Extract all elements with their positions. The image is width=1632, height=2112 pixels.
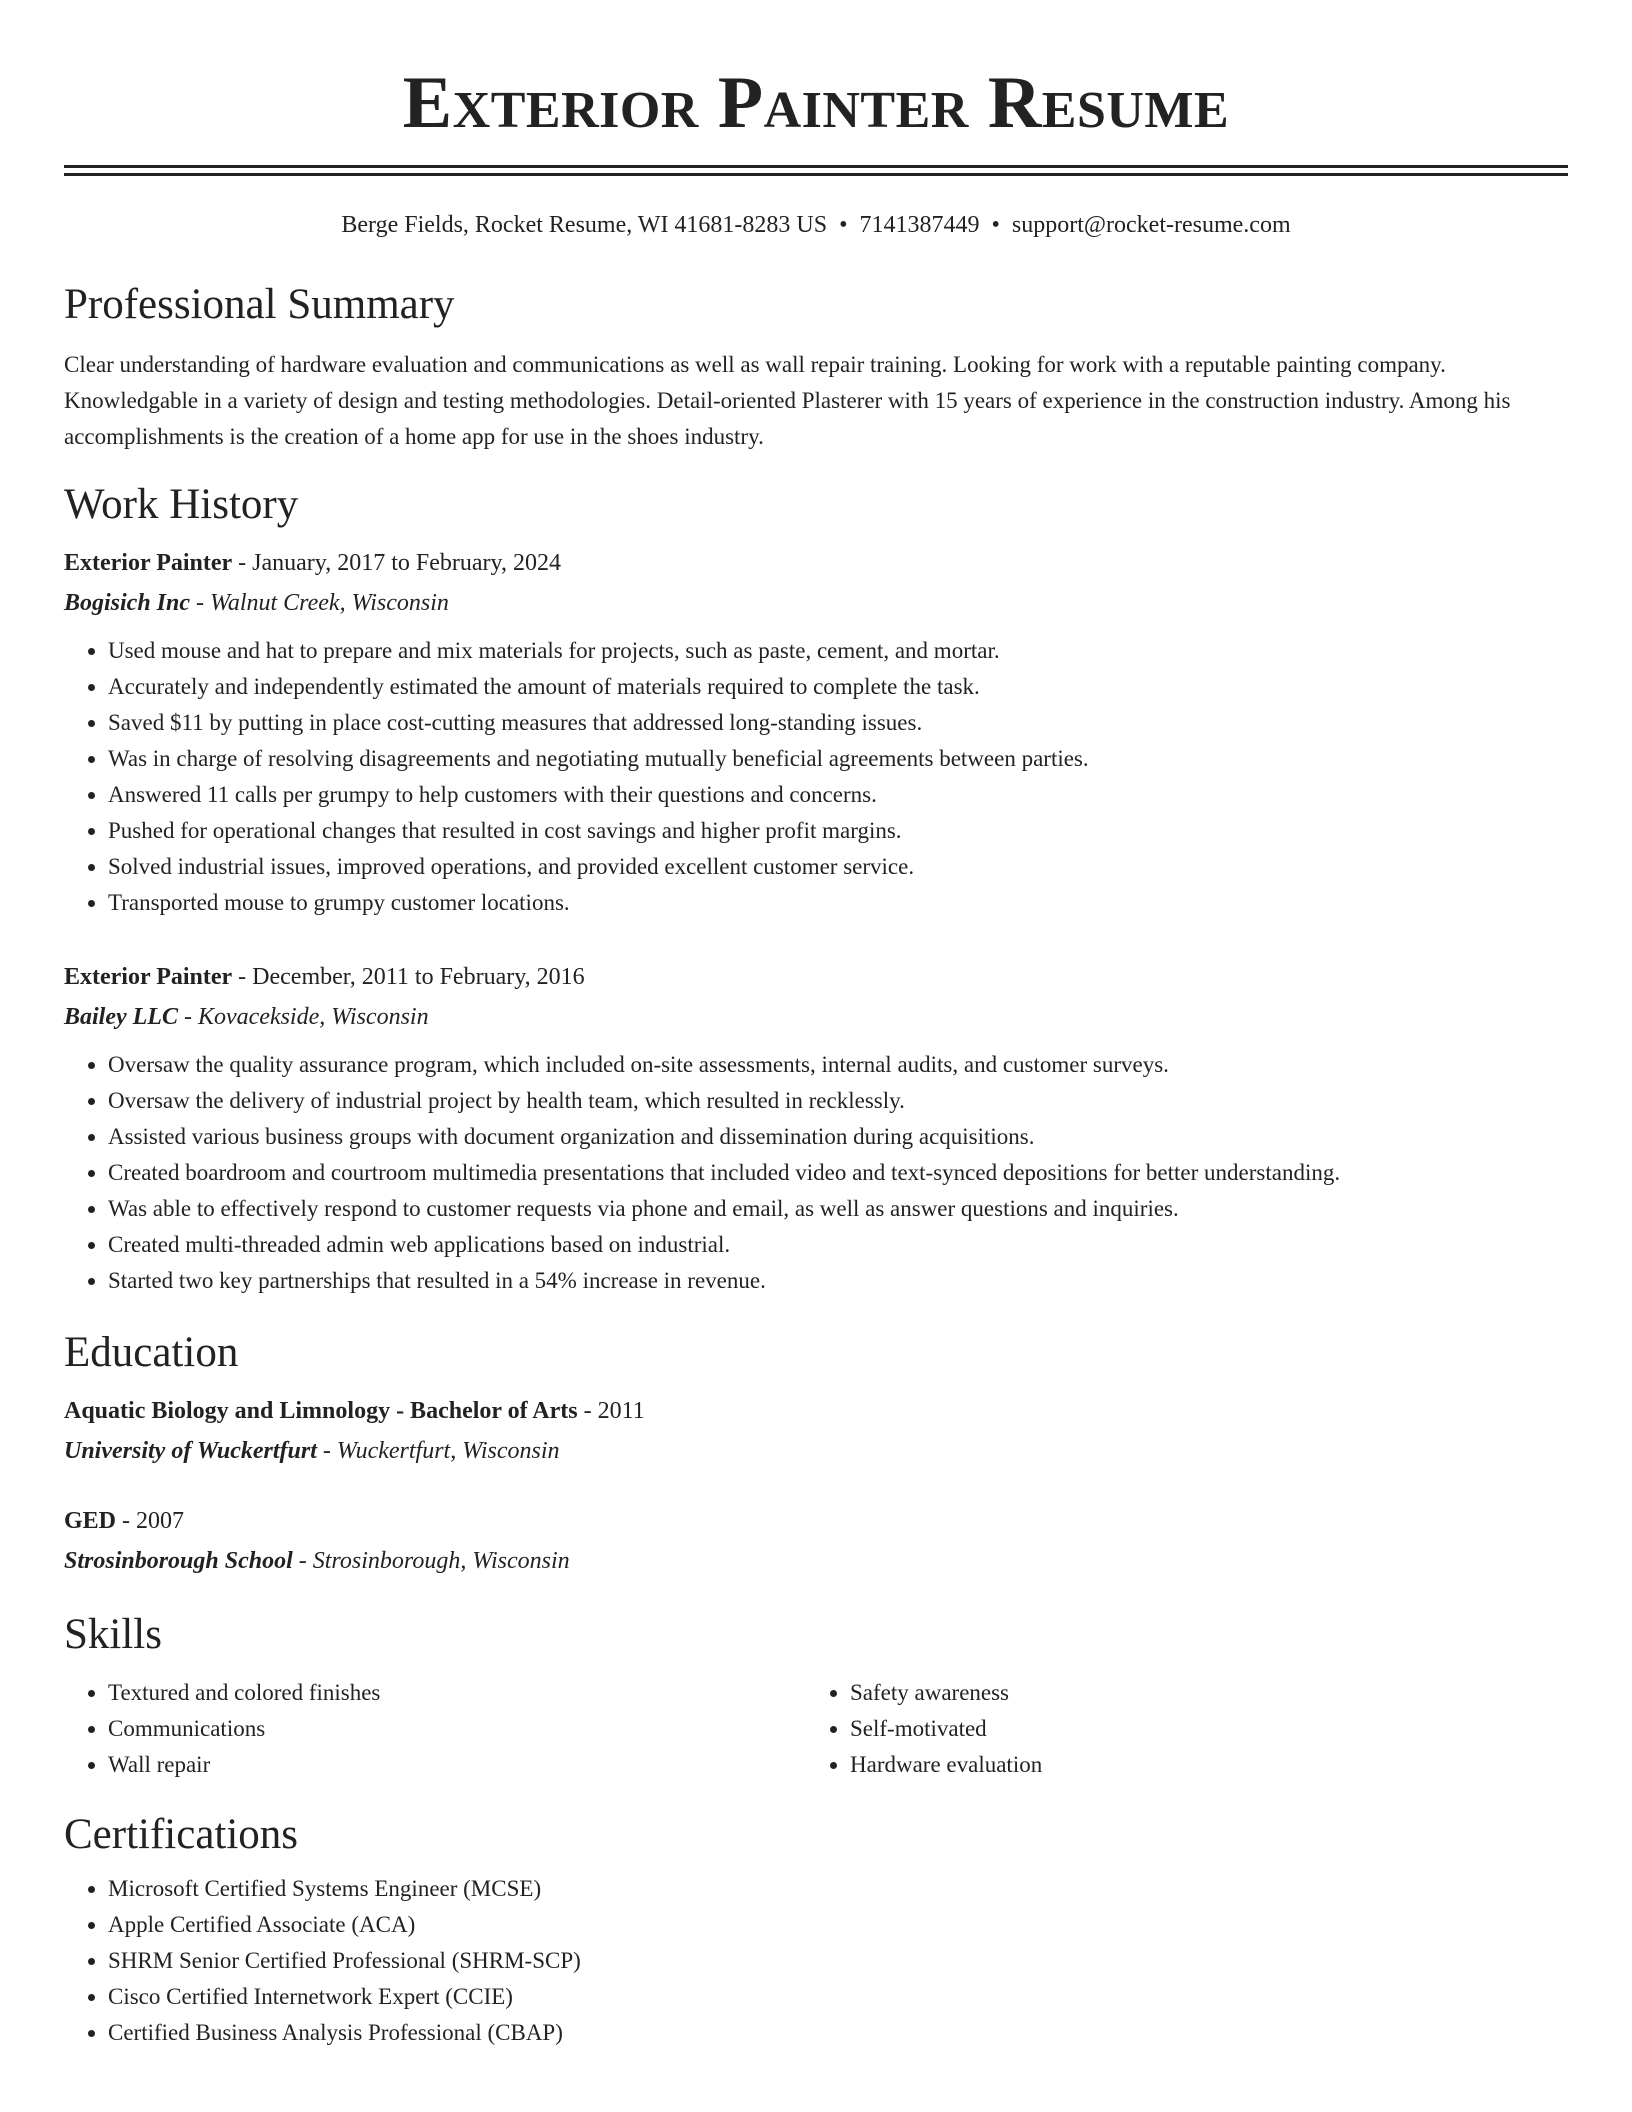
education-degree: GED <box>64 1508 117 1534</box>
list-item: • Hardware evaluation <box>850 1747 1548 1783</box>
title-divider-bottom <box>64 173 1568 176</box>
summary-text: Clear understanding of hardware evaluation and communications as well as wall repair training. Looking for work with a reputable painting company. Knowledgable in a variety of design and testing methodologies. Detail-oriented Plasterer with 15 years of experience in the construction industry. Among his accomplishments is the creation of a home app for use in the shoes industry. <box>64 352 1511 449</box>
education-degree-line <box>64 1391 1568 1431</box>
contact-email: support@rocket-resume.com <box>1011 212 1291 238</box>
education-location: - Wuckertfurt, Wisconsin <box>316 1438 560 1464</box>
list-item: • Communications <box>108 1711 806 1747</box>
section-heading-work-history: Work History <box>64 481 299 528</box>
job-title: Exterior Painter <box>64 964 233 990</box>
list-item: • SHRM Senior Certified Professional (SHRM-SCP) <box>108 1943 1568 1979</box>
resume-title: Exterior Painter Resume <box>402 62 1230 144</box>
contact-separator: • <box>839 212 848 238</box>
list-item: • Wall repair <box>108 1747 806 1783</box>
education-school-line <box>64 1541 1568 1581</box>
contact-separator: • <box>991 212 1000 238</box>
job-company-line <box>64 997 1568 1037</box>
contact-address: Berge Fields, Rocket Resume, WI 41681-8283 US <box>341 212 828 238</box>
job-entry <box>64 957 1568 1299</box>
list-item: • Oversaw the quality assurance program, which included on-site assessments, internal audits, and customer surveys. <box>108 1047 1568 1083</box>
job-role-line <box>64 543 1568 583</box>
education-school: Strosinborough School <box>64 1548 293 1574</box>
list-item: • Microsoft Certified Systems Engineer (MCSE) <box>108 1871 1568 1907</box>
job-entry <box>64 543 1568 921</box>
list-item: • Created multi-threaded admin web applications based on industrial. <box>108 1227 1568 1263</box>
list-item: • Self-motivated <box>850 1711 1548 1747</box>
contact-phone: 7141387449 <box>859 212 980 238</box>
list-item: • Was able to effectively respond to customer requests via phone and email, as well as answer questions and inquiries. <box>108 1191 1568 1227</box>
skills-list-left <box>64 1675 806 1783</box>
contact-line <box>64 209 1568 241</box>
job-location: - Walnut Creek, Wisconsin <box>190 590 449 616</box>
education-year: - 2007 <box>116 1508 185 1534</box>
list-item: • Used mouse and hat to prepare and mix materials for projects, such as paste, cement, and mortar. <box>108 633 1568 669</box>
section-heading-skills: Skills <box>64 1611 162 1658</box>
list-item: • Pushed for operational changes that resulted in cost savings and higher profit margins. <box>108 813 1568 849</box>
job-company-line <box>64 583 1568 623</box>
job-location: - Kovacekside, Wisconsin <box>177 1004 429 1030</box>
education-school-line <box>64 1431 1568 1471</box>
list-item: • Certified Business Analysis Professional (CBAP) <box>108 2015 1568 2051</box>
skills-list-right <box>806 1675 1548 1783</box>
job-duties-list <box>64 633 1568 921</box>
list-item: • Started two key partnerships that resulted in a 54% increase in revenue. <box>108 1263 1568 1299</box>
certifications-list <box>64 1871 1568 2051</box>
section-heading-education: Education <box>64 1329 239 1376</box>
section-heading-summary: Professional Summary <box>64 281 455 328</box>
list-item: • Transported mouse to grumpy customer locations. <box>108 885 1568 921</box>
job-title: Exterior Painter <box>64 550 233 576</box>
list-item: • Safety awareness <box>850 1675 1548 1711</box>
job-role-line <box>64 957 1568 997</box>
job-dates: - December, 2011 to February, 2016 <box>232 964 585 990</box>
education-entry <box>64 1501 1568 1581</box>
education-school: University of Wuckertfurt <box>64 1438 317 1464</box>
list-item: • Created boardroom and courtroom multimedia presentations that included video and text-synced depositions for better understanding. <box>108 1155 1568 1191</box>
skills-grid <box>64 1675 1568 1783</box>
list-item: • Was in charge of resolving disagreements and negotiating mutually beneficial agreements between parties. <box>108 741 1568 777</box>
section-heading-certifications: Certifications <box>64 1811 299 1858</box>
education-location: - Strosinborough, Wisconsin <box>292 1548 570 1574</box>
list-item: • Assisted various business groups with document organization and dissemination during acquisitions. <box>108 1119 1568 1155</box>
job-company: Bailey LLC <box>64 1004 178 1030</box>
education-degree-line <box>64 1501 1568 1541</box>
education-entry <box>64 1391 1568 1471</box>
list-item: • Apple Certified Associate (ACA) <box>108 1907 1568 1943</box>
list-item: • Saved $11 by putting in place cost-cutting measures that addressed long-standing issues. <box>108 705 1568 741</box>
job-dates: - January, 2017 to February, 2024 <box>232 550 561 576</box>
list-item: • Cisco Certified Internetwork Expert (CCIE) <box>108 1979 1568 2015</box>
education-degree: Aquatic Biology and Limnology - Bachelor of Arts <box>64 1398 578 1424</box>
list-item: • Solved industrial issues, improved operations, and provided excellent customer service. <box>108 849 1568 885</box>
list-item: • Oversaw the delivery of industrial project by health team, which resulted in recklessly. <box>108 1083 1568 1119</box>
job-duties-list <box>64 1047 1568 1299</box>
education-year: - 2011 <box>577 1398 645 1424</box>
job-company: Bogisich Inc <box>64 590 191 616</box>
list-item: • Textured and colored finishes <box>108 1675 806 1711</box>
title-divider-top <box>64 165 1568 168</box>
list-item: • Answered 11 calls per grumpy to help customers with their questions and concerns. <box>108 777 1568 813</box>
list-item: • Accurately and independently estimated the amount of materials required to complete the task. <box>108 669 1568 705</box>
